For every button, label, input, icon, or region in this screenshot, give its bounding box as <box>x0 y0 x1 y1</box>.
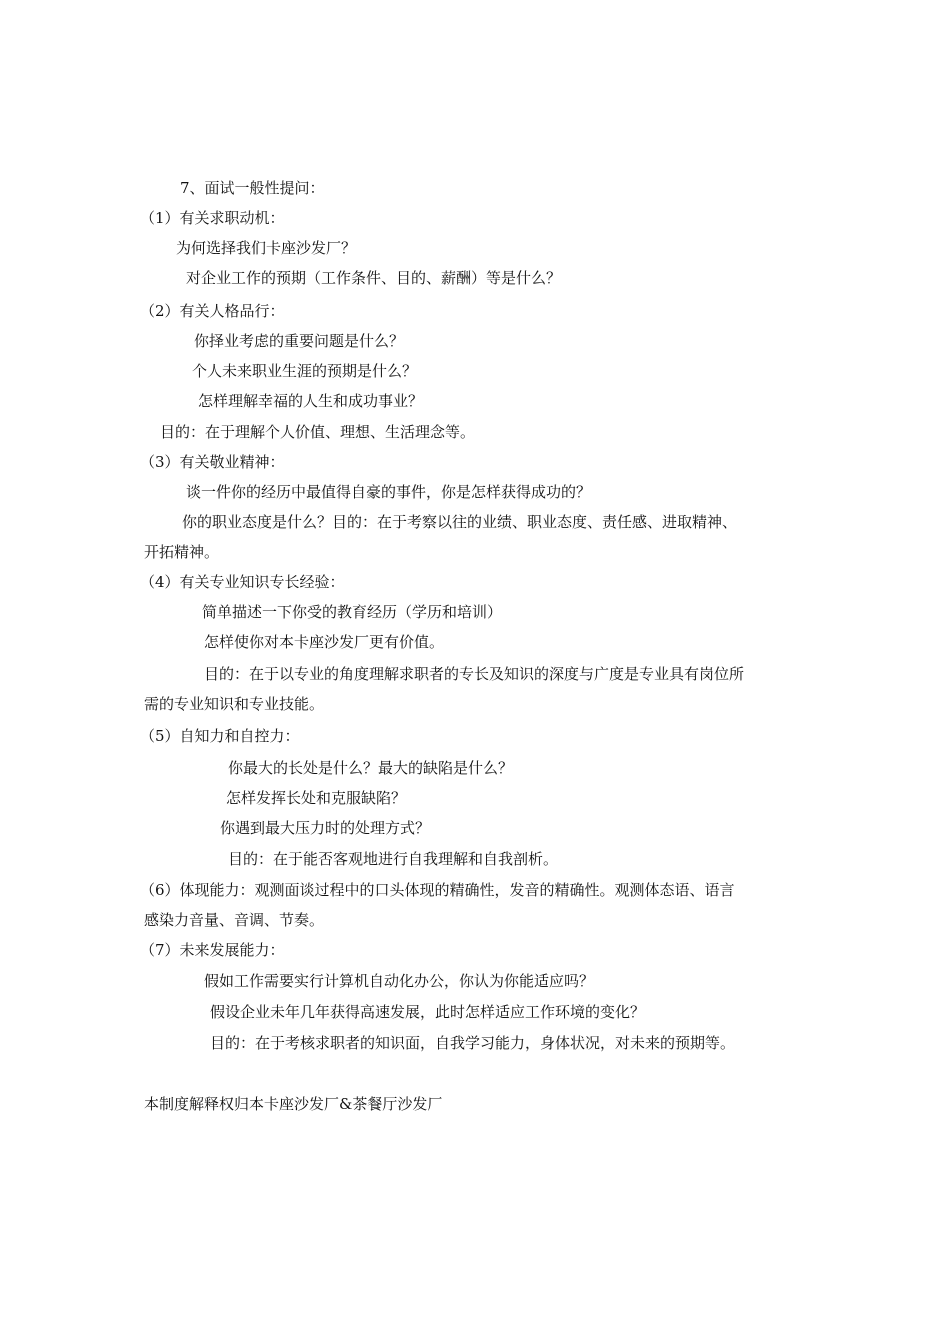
s5-question-3: 你遇到最大压力时的处理方式？ <box>220 819 431 837</box>
s3-question-2-line-1: 你的职业态度是什么？目的：在于考察以往的业绩、职业态度、责任感、进取精神、 <box>182 513 738 531</box>
s6-line-1: （6）体现能力：观测面谈过程中的口头体现的精确性，发音的精确性。观测体态语、语言 <box>140 881 735 899</box>
s6-line-2: 感染力音量、音调、节奏。 <box>144 911 325 929</box>
s1-heading: （1）有关求职动机： <box>140 209 285 227</box>
s3-question-2-line-2: 开拓精神。 <box>144 543 220 561</box>
s4-question-2: 怎样使你对本卡座沙发厂更有价值。 <box>204 633 445 651</box>
s3-question-1: 谈一件你的经历中最值得自豪的事件，你是怎样获得成功的？ <box>186 483 592 501</box>
s5-purpose: 目的：在于能否客观地进行自我理解和自我剖析。 <box>228 850 559 868</box>
s1-question-2: 对企业工作的预期（工作条件、目的、薪酬）等是什么？ <box>186 269 562 287</box>
s4-heading: （4）有关专业知识专长经验： <box>140 573 345 591</box>
s7-purpose: 目的：在于考核求职者的知识面，自我学习能力，身体状况，对未来的预期等。 <box>210 1034 736 1052</box>
s2-question-1: 你择业考虑的重要问题是什么？ <box>194 332 405 350</box>
s5-question-1: 你最大的长处是什么？最大的缺陷是什么？ <box>228 759 514 777</box>
s5-question-2: 怎样发挥长处和克服缺陷？ <box>226 789 407 807</box>
s4-question-1: 简单描述一下你受的教育经历（学历和培训） <box>202 603 503 621</box>
section-title: 7、面试一般性提问： <box>180 179 325 197</box>
s4-purpose-line-1: 目的：在于以专业的角度理解求职者的专长及知识的深度与广度是专业具有岗位所 <box>204 665 745 683</box>
s2-question-2: 个人未来职业生涯的预期是什么？ <box>192 362 418 380</box>
footer-note: 本制度解释权归本卡座沙发厂&茶餐厅沙发厂 <box>144 1095 443 1113</box>
s7-question-2: 假设企业未年几年获得高速发展，此时怎样适应工作环境的变化？ <box>210 1003 646 1021</box>
s4-purpose-line-2: 需的专业知识和专业技能。 <box>144 695 325 713</box>
s3-heading: （3）有关敬业精神： <box>140 453 285 471</box>
s2-question-3: 怎样理解幸福的人生和成功事业？ <box>198 392 424 410</box>
s1-question-1: 为何选择我们卡座沙发厂？ <box>176 239 357 257</box>
s7-heading: （7）未来发展能力： <box>140 941 285 959</box>
s5-heading: （5）自知力和自控力： <box>140 727 300 745</box>
s2-purpose: 目的：在于理解个人价值、理想、生活理念等。 <box>160 423 476 441</box>
s7-question-1: 假如工作需要实行计算机自动化办公，你认为你能适应吗？ <box>204 972 595 990</box>
s2-heading: （2）有关人格品行： <box>140 302 285 320</box>
